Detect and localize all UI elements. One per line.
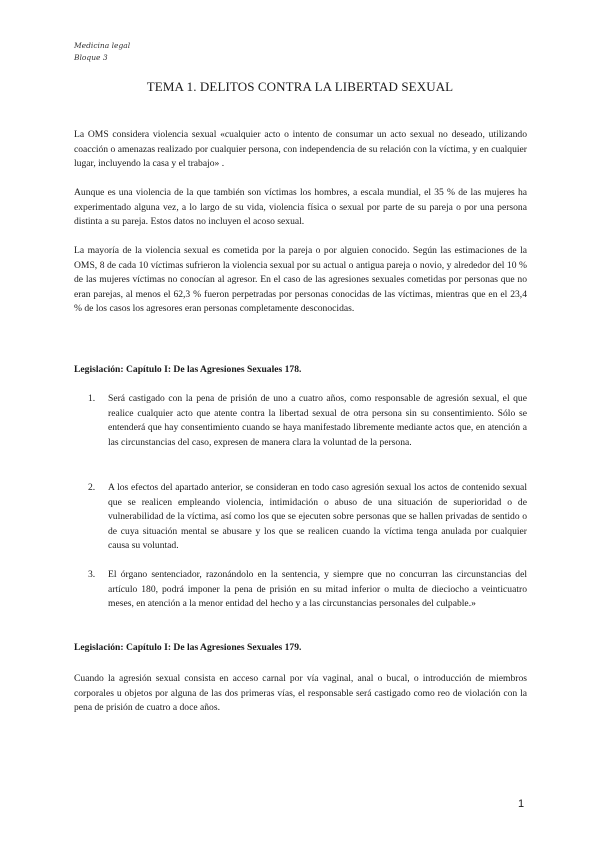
section-heading-179: Legislación: Capítulo I: De las Agresiones Sexuales 179.: [74, 642, 302, 653]
list-item-text: El órgano sentenciador, razonándolo en la sentencia, y siempre que no concurran las circunstancias del artículo 180, podrá imponer la pena de prisión en su mitad inferior o multa de dieciocho a veinticuatro meses, en atención a la menor entidad del hecho y a las circunstancias personales del culpable.»: [108, 569, 527, 609]
list-item-number: 3.: [88, 569, 96, 580]
list-item: [88, 481, 527, 554]
header-course: Medicina legal: [74, 41, 131, 50]
page-title: TEMA 1. DELITOS CONTRA LA LIBERTAD SEXUAL: [146, 79, 454, 94]
section-179-paragraph: Cuando la agresión sexual consista en acceso carnal por vía vaginal, anal o bucal, o introducción de miembros corporales u objetos por alguna de las dos primeras vías, el responsable será castigado como reo de violación con la pena de prisión de cuatro a doce años.: [74, 673, 527, 713]
intro-paragraph-oms-definition: La OMS considera violencia sexual «cualquier acto o intento de consumar un acto sexual no deseado, utilizando coacción o amenazas realizado por cualquier persona, con independencia de su relación con la víctima, y en cualquier lugar, incluyendo la casa y el trabajo» .: [74, 129, 527, 169]
intro-paragraph-perpetrators: La mayoría de la violencia sexual es cometida por la pareja o por alguien conocido. Según las estimaciones de la OMS, 8 de cada 10 víctimas sufrieron la violencia sexual por su actual o antigua pareja o novio, y alrededor del 10 % de las mujeres víctimas no conocían al agresor. En el caso de las agresiones sexuales cometidas por personas que no eran parejas, al menos el 62,3 % fueron perpetradas por personas conocidas de las víctimas, mientras que en el 23,4 % de los casos los agresores eran personas completamente desconocidas.: [74, 245, 527, 314]
page-number: 1: [518, 798, 525, 810]
list-item: [88, 392, 527, 450]
intro-paragraph-statistics: Aunque es una violencia de la que también son víctimas los hombres, a escala mundial, el 35 % de las mujeres ha experimentado alguna vez, a lo largo de su vida, violencia física o sexual por parte de su pareja o por una persona distinta a su pareja. Estos datos no incluyen el acoso sexual.: [74, 187, 527, 227]
list-item-text: A los efectos del apartado anterior, se consideran en todo caso agresión sexual los actos de contenido sexual que se realicen empleando violencia, intimidación o abuso de una situación de superioridad o de vulnerabilidad de la víctima, así como los que se ejecuten sobre personas que se hallen privadas de sentido o de cuya situación mental se abusare y los que se realicen cuando la víctima tenga anulada por cualquier causa su voluntad.: [108, 482, 527, 551]
list-item-text: Será castigado con la pena de prisión de uno a cuatro años, como responsable de agresión sexual, el que realice cualquier acto que atente contra la libertad sexual de otra persona sin su consentimiento. Sólo se entenderá que hay consentimiento cuando se haya manifestado libremente mediante actos que, en atención a las circunstancias del caso, expresen de manera clara la voluntad de la persona.: [108, 393, 527, 448]
list-item-number: 1.: [88, 393, 96, 404]
list-item: [88, 568, 527, 612]
list-item-number: 2.: [88, 482, 96, 493]
header-block: Bloque 3: [74, 53, 108, 62]
running-header: [74, 40, 130, 64]
section-heading-178: Legislación: Capítulo I: De las Agresiones Sexuales 178.: [74, 364, 302, 375]
